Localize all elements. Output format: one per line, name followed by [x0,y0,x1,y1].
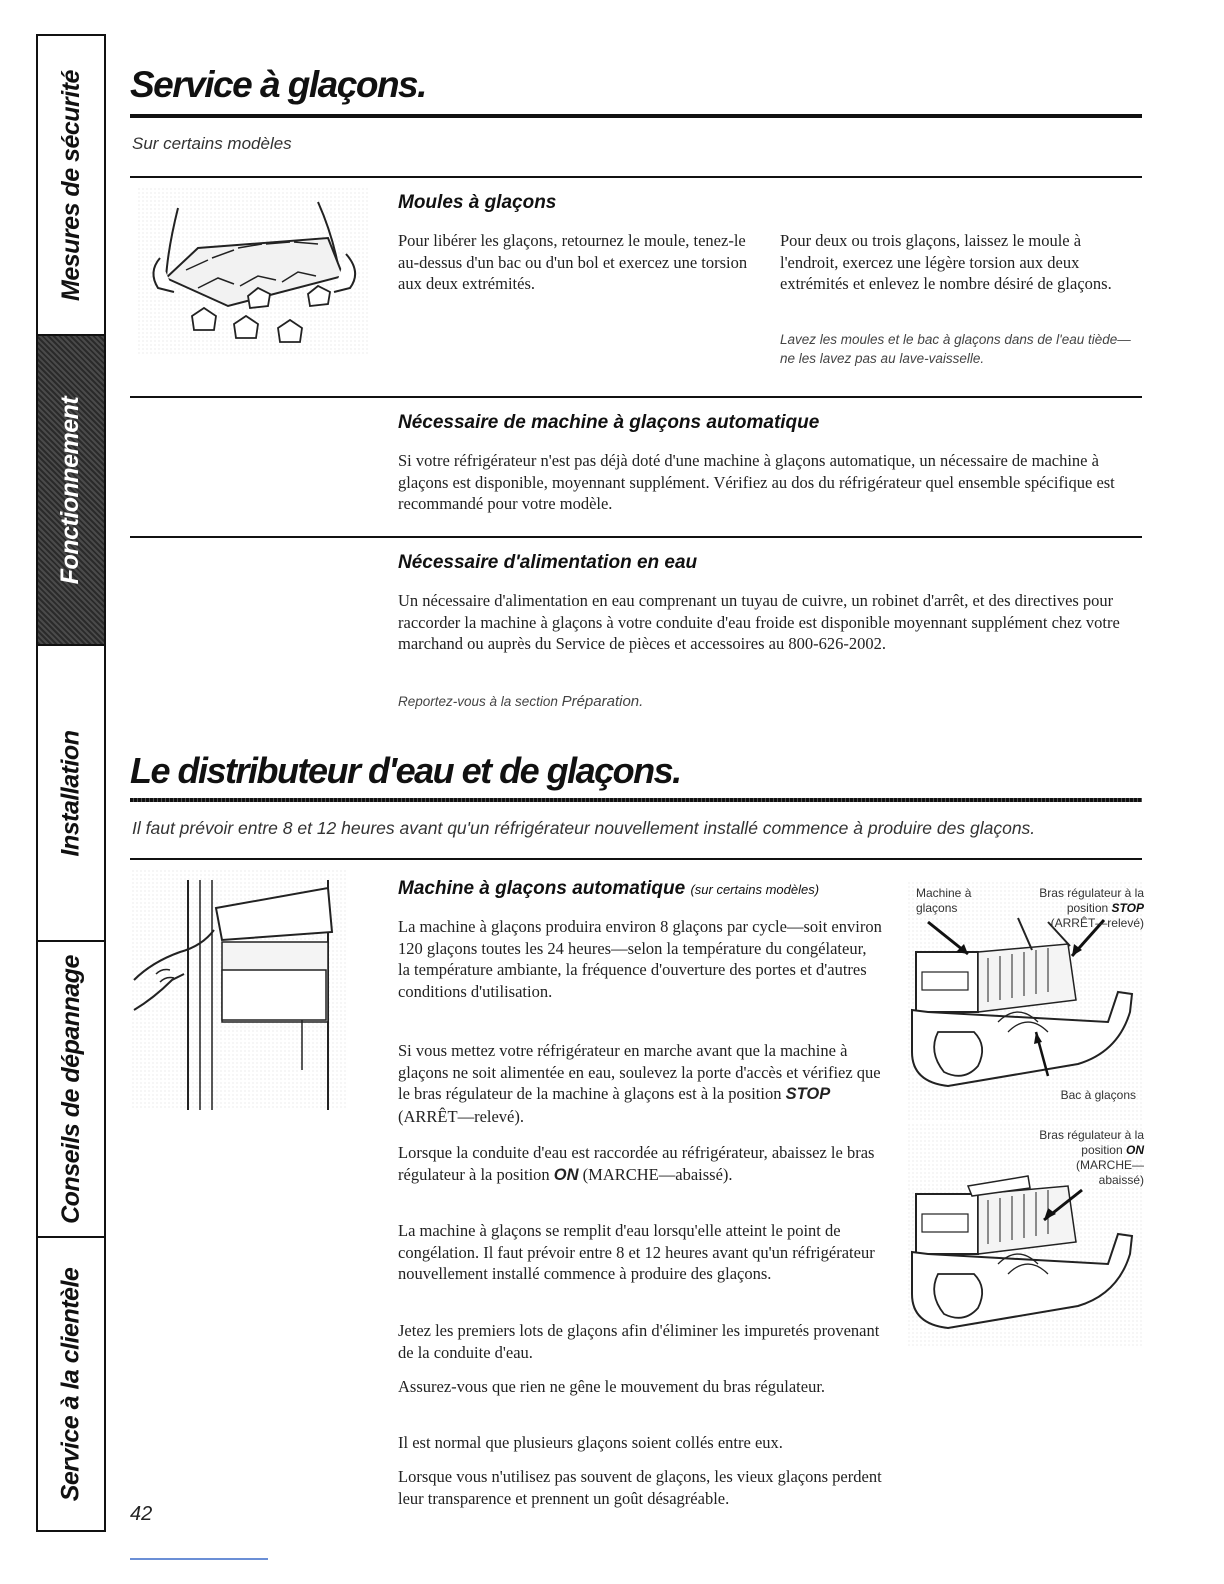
side-tab-label: Fonctionnement [56,396,85,584]
side-tab-troubleshooting[interactable] [38,942,104,1238]
ice-trays-note: Lavez les moules et le bac à glaçons dans de l'eau tiède—ne les lavez pas au lave-vaisselle. [780,332,1131,366]
divider [130,536,1142,538]
ice-tray-illustration [138,188,370,356]
auto-icemaker-p7: Il est normal que plusieurs glaçons soient collés entre eux. [398,1433,783,1452]
auto-icemaker-p2: Si vous mettez votre réfrigérateur en marche avant que la machine à glaçons ne soit alimentée en eau, soulevez la porte d'accès et vérifiez que le bras régulateur de la machine à glaçons est à la position STOP (ARRÊT—relevé). [398,1041,881,1126]
ice-trays-text-col1: Pour libérer les glaçons, retournez le moule, tenez-le au-dessus d'un bac ou d'un bol et exercez une torsion aux deux extrémités. [398,231,748,293]
page-number: 42 [130,1503,153,1525]
label-ice-bin: Bac à glaçons [1060,1088,1136,1102]
heading-auto-icemaker: Machine à glaçons automatique (sur certains modèles) [398,878,820,899]
auto-icemaker-p6: Assurez-vous que rien ne gêne le mouvement du bras régulateur. [398,1377,826,1396]
side-tab-customer-service[interactable] [38,1238,104,1530]
label-arm-on: Bras régulateur à la position ON (MARCHE—abaissé) [1039,1128,1144,1187]
auto-icemaker-p4: La machine à glaçons se remplit d'eau lorsqu'elle atteint le point de congélation. Il faut prévoir entre 8 et 12 heures avant qu'un réfrigérateur nouvellement installé commence à produire des glaçons. [398,1221,875,1283]
divider [130,396,1142,398]
section-subtitle: Sur certains modèles [132,134,292,153]
heading-water-kit: Nécessaire d'alimentation en eau [398,552,698,573]
title-rule [130,798,1142,802]
side-tab-label: Mesures de sécurité [56,69,85,301]
side-tab-operation[interactable] [38,336,104,646]
dispenser-subtitle: Il faut prévoir entre 8 et 12 heures avant qu'un réfrigérateur nouvellement installé commence à produire des glaçons. [132,818,1036,838]
auto-icemaker-p1: La machine à glaçons produira environ 8 glaçons par cycle—soit environ 120 glaçons toutes les 24 heures—selon la température du congélateur, la température ambiante, la fréquence d'ouverture des portes et d'autres conditions d'utilisation. [398,917,882,1001]
water-kit-text: Un nécessaire d'alimentation en eau comprenant un tuyau de cuivre, un robinet d'arrêt, et des directives pour raccorder la machine à glaçons à votre conduite d'eau froide est disponible moyennant supplément chez votre marchand ou auprès du Service de pièces et accessoires au 800-626-2002. [398,591,1120,653]
icemaker-door-illustration [132,870,346,1110]
divider [130,858,1142,860]
side-tab-safety[interactable] [38,36,104,336]
water-kit-note: Reportez-vous à la section Préparation. [398,693,644,710]
icemaker-kit-text: Si votre réfrigérateur n'est pas déjà doté d'une machine à glaçons automatique, un nécessaire de machine à glaçons est disponible, moyennant supplément. Vérifiez au dos du réfrigérateur quel ensemble spécifique est recommandé pour votre modèle. [398,451,1115,513]
label-arm-stop: Bras régulateur à la position STOP (ARRÊT—relevé) [1039,886,1144,930]
section-title-dispenser: Le distributeur d'eau et de glaçons. [130,750,681,791]
label-icemaker: Machine à glaçons [916,886,972,915]
divider [130,176,1142,178]
side-tab-label: Installation [56,730,85,856]
heading-icemaker-kit: Nécessaire de machine à glaçons automatique [398,412,820,433]
ice-trays-text-col2: Pour deux ou trois glaçons, laissez le moule à l'endroit, exercez une légère torsion aux deux extrémités et enlevez le nombre désiré de glaçons. [780,231,1112,293]
heading-ice-trays: Moules à glaçons [398,192,557,213]
side-tab-label: Service à la clientèle [56,1267,85,1501]
bottom-link-rule [130,1558,268,1560]
section-title-ice-service: Service à glaçons. [130,64,426,105]
title-rule [130,114,1142,118]
side-tab-installation[interactable] [38,646,104,942]
auto-icemaker-p8: Lorsque vous n'utilisez pas souvent de glaçons, les vieux glaçons perdent leur transparence et prennent un goût désagréable. [398,1467,882,1508]
side-tab-label: Conseils de dépannage [56,954,85,1224]
auto-icemaker-p3: Lorsque la conduite d'eau est raccordée au réfrigérateur, abaissez le bras régulateur à la position ON (MARCHE—abaissé). [398,1143,875,1184]
auto-icemaker-p5: Jetez les premiers lots de glaçons afin d'éliminer les impuretés provenant de la conduite d'eau. [398,1321,880,1362]
heading-note: (sur certains modèles) [690,882,820,897]
side-tab-nav [36,34,106,1532]
